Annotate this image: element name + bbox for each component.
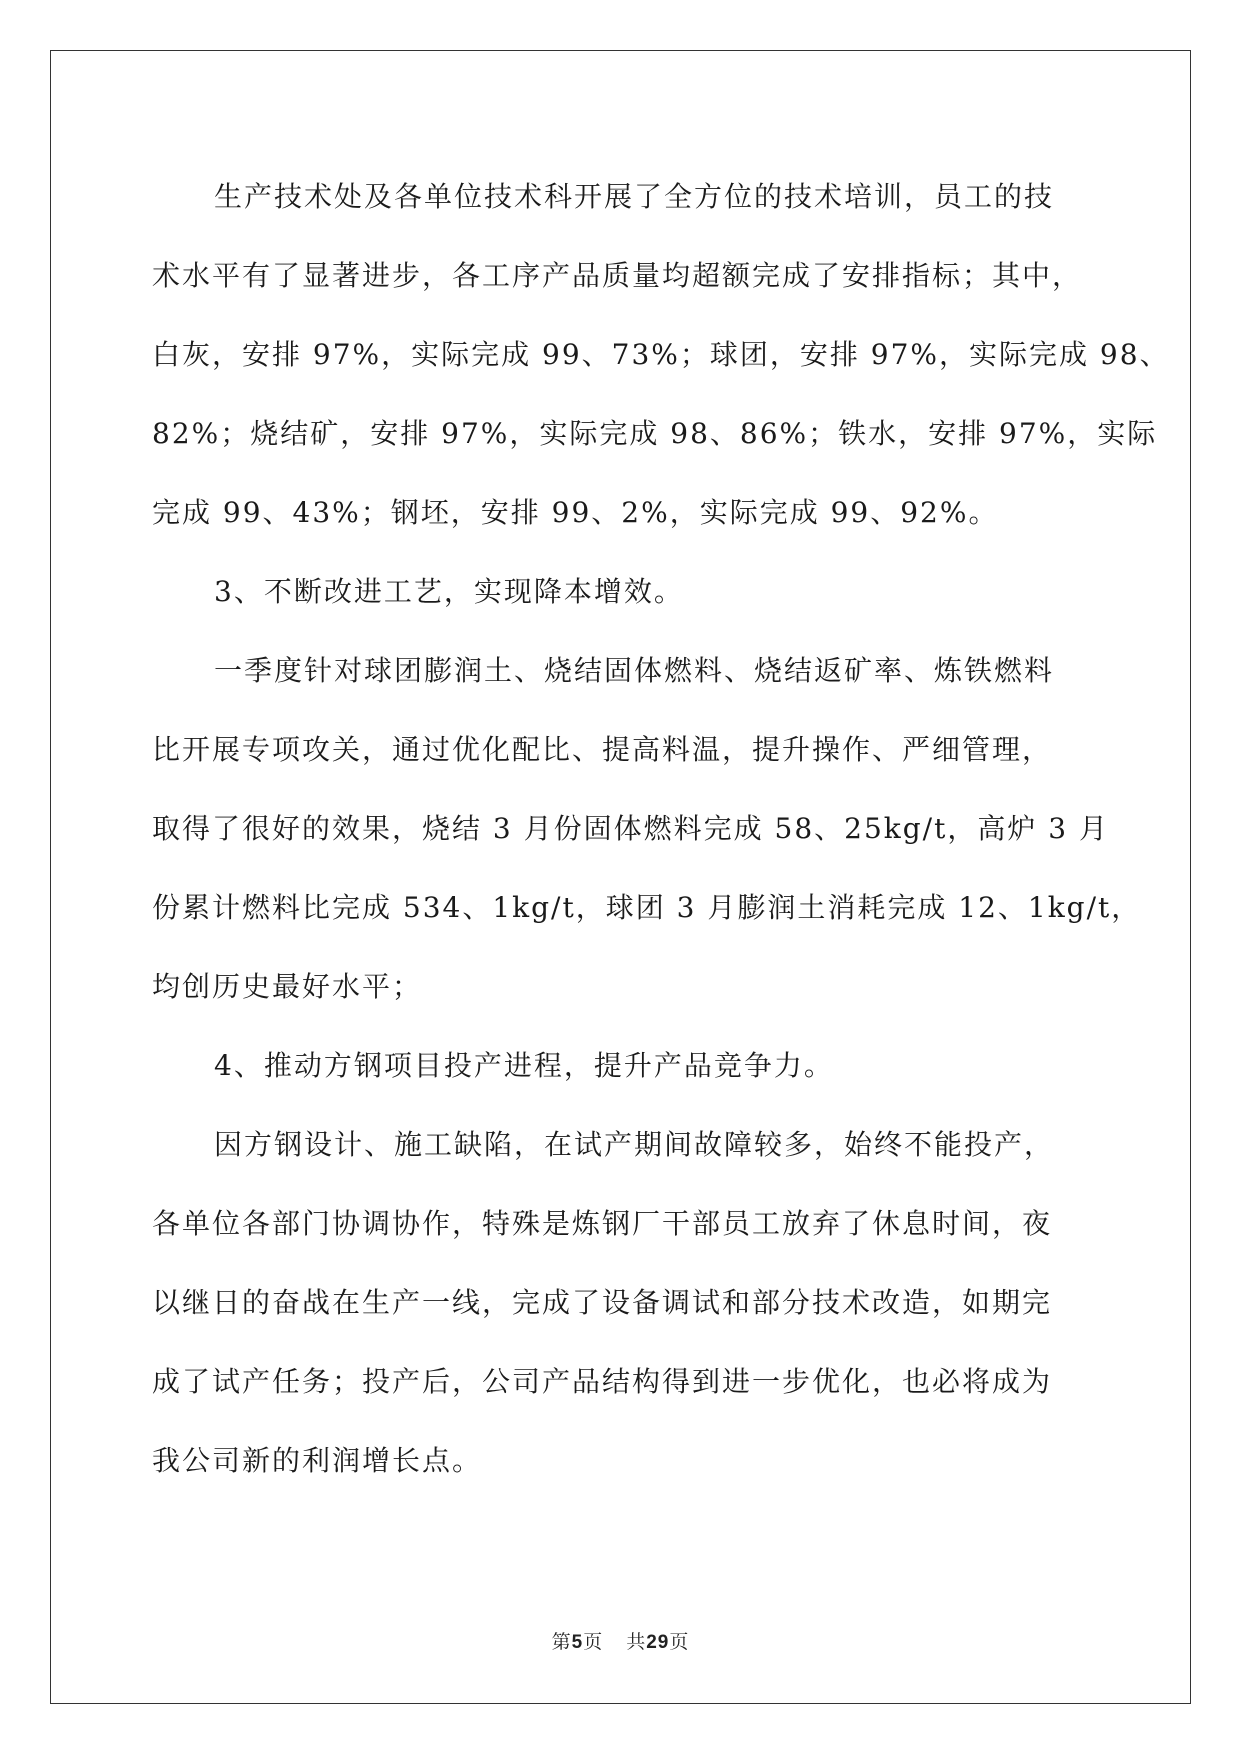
text-line: 因方钢设计、施工缺陷，在试产期间故障较多，始终不能投产，	[214, 1128, 1055, 1161]
current-page-number: 5	[571, 1632, 584, 1653]
text-line: 白灰，安排 97%，实际完成 99、73%；球团，安排 97%，实际完成 98、	[152, 338, 1170, 371]
section-heading-3	[152, 552, 1110, 631]
text-line: 比开展专项攻关，通过优化配比、提高料温，提升操作、严细管理，	[152, 733, 1053, 766]
text-line: 术水平有了显著进步，各工序产品质量均超额完成了安排指标；其中，	[152, 259, 1083, 292]
text-line: 成了试产任务；投产后，公司产品结构得到进一步优化，也必将成为	[152, 1365, 1053, 1398]
text-line: 82%；烧结矿，安排 97%，实际完成 98、86%；铁水，安排 97%，实际	[152, 417, 1158, 450]
section-heading-4	[152, 1026, 1110, 1105]
text-line: 以继日的奋战在生产一线，完成了设备调试和部分技术改造，如期完	[152, 1286, 1053, 1319]
total-prefix: 共	[626, 1632, 647, 1653]
heading-text: 4、推动方钢项目投产进程，提升产品竞争力。	[214, 1049, 834, 1082]
document-body	[152, 157, 1170, 1500]
text-line: 各单位各部门协调协作，特殊是炼钢厂干部员工放弃了休息时间，夜	[152, 1207, 1053, 1240]
text-line: 我公司新的利润增长点。	[152, 1444, 483, 1477]
heading-text: 3、不断改进工艺，实现降本增效。	[214, 575, 684, 608]
total-suffix: 页	[669, 1632, 690, 1653]
paragraph-1	[152, 157, 1170, 552]
page-footer	[0, 1627, 1241, 1654]
text-line: 份累计燃料比完成 534、1kg/t，球团 3 月膨润土消耗完成 12、1kg/t，	[152, 891, 1142, 924]
text-line: 完成 99、43%；钢坯，安排 99、2%，实际完成 99、92%。	[152, 496, 999, 529]
text-line: 一季度针对球团膨润土、烧结固体燃料、烧结返矿率、炼铁燃料	[214, 654, 1055, 687]
total-page-count: 29	[646, 1632, 670, 1653]
page-suffix: 页	[583, 1632, 604, 1653]
page-prefix: 第	[551, 1632, 572, 1653]
paragraph-3	[152, 1105, 1110, 1500]
text-line: 均创历史最好水平；	[152, 970, 423, 1003]
paragraph-2	[152, 631, 1142, 1026]
text-line: 取得了很好的效果，烧结 3 月份固体燃料完成 58、25kg/t，高炉 3 月	[152, 812, 1109, 845]
text-line: 生产技术处及各单位技术科开展了全方位的技术培训，员工的技	[214, 180, 1055, 213]
